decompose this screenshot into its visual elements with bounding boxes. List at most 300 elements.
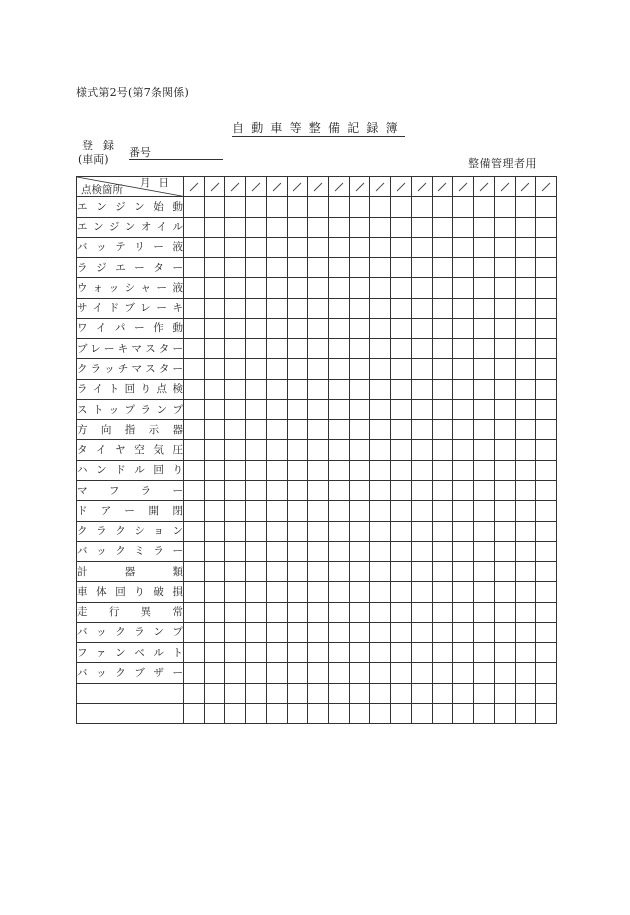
check-cell[interactable]	[453, 622, 474, 642]
check-cell[interactable]	[308, 663, 329, 683]
date-cell[interactable]	[204, 177, 225, 197]
check-cell[interactable]	[329, 420, 350, 440]
check-cell[interactable]	[349, 278, 370, 298]
check-cell[interactable]	[432, 278, 453, 298]
check-cell[interactable]	[184, 440, 205, 460]
check-cell[interactable]	[474, 298, 495, 318]
check-cell[interactable]	[349, 622, 370, 642]
check-cell[interactable]	[536, 197, 557, 217]
check-cell[interactable]	[453, 217, 474, 237]
check-cell[interactable]	[349, 298, 370, 318]
check-cell[interactable]	[370, 521, 391, 541]
check-cell[interactable]	[474, 359, 495, 379]
check-cell[interactable]	[453, 359, 474, 379]
check-cell[interactable]	[432, 643, 453, 663]
check-cell[interactable]	[494, 541, 515, 561]
check-cell[interactable]	[246, 440, 267, 460]
check-cell[interactable]	[246, 582, 267, 602]
check-cell[interactable]	[391, 622, 412, 642]
check-cell[interactable]	[225, 399, 246, 419]
check-cell[interactable]	[474, 379, 495, 399]
check-cell[interactable]	[536, 258, 557, 278]
check-cell[interactable]	[329, 237, 350, 257]
check-cell[interactable]	[329, 359, 350, 379]
check-cell[interactable]	[474, 460, 495, 480]
check-cell[interactable]	[494, 258, 515, 278]
check-cell[interactable]	[370, 602, 391, 622]
check-cell[interactable]	[225, 643, 246, 663]
check-cell[interactable]	[391, 278, 412, 298]
check-cell[interactable]	[287, 501, 308, 521]
check-cell[interactable]	[287, 399, 308, 419]
check-cell[interactable]	[225, 501, 246, 521]
check-cell[interactable]	[287, 420, 308, 440]
check-cell[interactable]	[391, 480, 412, 500]
check-cell[interactable]	[370, 420, 391, 440]
check-cell[interactable]	[453, 501, 474, 521]
check-cell[interactable]	[536, 440, 557, 460]
check-cell[interactable]	[266, 237, 287, 257]
check-cell[interactable]	[536, 582, 557, 602]
check-cell[interactable]	[349, 501, 370, 521]
check-cell[interactable]	[370, 562, 391, 582]
check-cell[interactable]	[453, 197, 474, 217]
check-cell[interactable]	[391, 318, 412, 338]
check-cell[interactable]	[184, 298, 205, 318]
check-cell[interactable]	[225, 703, 246, 723]
check-cell[interactable]	[474, 278, 495, 298]
check-cell[interactable]	[204, 663, 225, 683]
check-cell[interactable]	[411, 399, 432, 419]
check-cell[interactable]	[287, 217, 308, 237]
check-cell[interactable]	[204, 643, 225, 663]
check-cell[interactable]	[411, 237, 432, 257]
check-cell[interactable]	[536, 562, 557, 582]
check-cell[interactable]	[246, 480, 267, 500]
check-cell[interactable]	[432, 258, 453, 278]
check-cell[interactable]	[453, 643, 474, 663]
check-cell[interactable]	[536, 420, 557, 440]
check-cell[interactable]	[411, 339, 432, 359]
check-cell[interactable]	[184, 460, 205, 480]
check-cell[interactable]	[184, 359, 205, 379]
check-cell[interactable]	[246, 197, 267, 217]
check-cell[interactable]	[246, 298, 267, 318]
check-cell[interactable]	[329, 643, 350, 663]
check-cell[interactable]	[391, 703, 412, 723]
check-cell[interactable]	[453, 460, 474, 480]
check-cell[interactable]	[225, 298, 246, 318]
check-cell[interactable]	[246, 501, 267, 521]
date-cell[interactable]	[474, 177, 495, 197]
check-cell[interactable]	[432, 440, 453, 460]
check-cell[interactable]	[225, 663, 246, 683]
check-cell[interactable]	[287, 359, 308, 379]
check-cell[interactable]	[266, 602, 287, 622]
check-cell[interactable]	[391, 460, 412, 480]
check-cell[interactable]	[308, 379, 329, 399]
date-cell[interactable]	[370, 177, 391, 197]
check-cell[interactable]	[287, 197, 308, 217]
check-cell[interactable]	[494, 339, 515, 359]
check-cell[interactable]	[266, 622, 287, 642]
check-cell[interactable]	[515, 541, 536, 561]
check-cell[interactable]	[391, 359, 412, 379]
check-cell[interactable]	[494, 440, 515, 460]
check-cell[interactable]	[184, 703, 205, 723]
check-cell[interactable]	[494, 663, 515, 683]
check-cell[interactable]	[453, 399, 474, 419]
check-cell[interactable]	[370, 399, 391, 419]
check-cell[interactable]	[308, 197, 329, 217]
check-cell[interactable]	[411, 622, 432, 642]
check-cell[interactable]	[246, 562, 267, 582]
check-cell[interactable]	[453, 541, 474, 561]
check-cell[interactable]	[536, 521, 557, 541]
check-cell[interactable]	[494, 379, 515, 399]
check-cell[interactable]	[474, 562, 495, 582]
check-cell[interactable]	[184, 217, 205, 237]
check-cell[interactable]	[453, 339, 474, 359]
check-cell[interactable]	[474, 501, 495, 521]
check-cell[interactable]	[287, 318, 308, 338]
check-cell[interactable]	[536, 501, 557, 521]
date-cell[interactable]	[287, 177, 308, 197]
check-cell[interactable]	[536, 339, 557, 359]
check-cell[interactable]	[204, 501, 225, 521]
check-cell[interactable]	[349, 663, 370, 683]
check-cell[interactable]	[515, 703, 536, 723]
check-cell[interactable]	[266, 521, 287, 541]
check-cell[interactable]	[225, 602, 246, 622]
check-cell[interactable]	[204, 359, 225, 379]
check-cell[interactable]	[204, 278, 225, 298]
check-cell[interactable]	[308, 237, 329, 257]
check-cell[interactable]	[536, 602, 557, 622]
check-cell[interactable]	[411, 379, 432, 399]
check-cell[interactable]	[287, 258, 308, 278]
check-cell[interactable]	[432, 298, 453, 318]
date-cell[interactable]	[453, 177, 474, 197]
check-cell[interactable]	[225, 197, 246, 217]
check-cell[interactable]	[246, 318, 267, 338]
check-cell[interactable]	[474, 440, 495, 460]
check-cell[interactable]	[432, 541, 453, 561]
check-cell[interactable]	[370, 217, 391, 237]
check-cell[interactable]	[225, 541, 246, 561]
check-cell[interactable]	[494, 278, 515, 298]
check-cell[interactable]	[411, 643, 432, 663]
check-cell[interactable]	[432, 622, 453, 642]
check-cell[interactable]	[370, 480, 391, 500]
check-cell[interactable]	[184, 420, 205, 440]
check-cell[interactable]	[329, 501, 350, 521]
check-cell[interactable]	[391, 298, 412, 318]
check-cell[interactable]	[453, 521, 474, 541]
check-cell[interactable]	[329, 460, 350, 480]
check-cell[interactable]	[246, 602, 267, 622]
check-cell[interactable]	[453, 237, 474, 257]
check-cell[interactable]	[349, 237, 370, 257]
check-cell[interactable]	[432, 663, 453, 683]
check-cell[interactable]	[391, 237, 412, 257]
check-cell[interactable]	[515, 318, 536, 338]
check-cell[interactable]	[204, 562, 225, 582]
check-cell[interactable]	[432, 703, 453, 723]
check-cell[interactable]	[308, 359, 329, 379]
check-cell[interactable]	[494, 399, 515, 419]
check-cell[interactable]	[266, 562, 287, 582]
check-cell[interactable]	[184, 318, 205, 338]
check-cell[interactable]	[515, 643, 536, 663]
check-cell[interactable]	[536, 663, 557, 683]
check-cell[interactable]	[515, 622, 536, 642]
check-cell[interactable]	[204, 217, 225, 237]
check-cell[interactable]	[536, 460, 557, 480]
check-cell[interactable]	[453, 298, 474, 318]
check-cell[interactable]	[349, 197, 370, 217]
date-cell[interactable]	[246, 177, 267, 197]
check-cell[interactable]	[349, 399, 370, 419]
check-cell[interactable]	[266, 541, 287, 561]
check-cell[interactable]	[287, 683, 308, 703]
check-cell[interactable]	[432, 197, 453, 217]
check-cell[interactable]	[515, 197, 536, 217]
check-cell[interactable]	[184, 258, 205, 278]
check-cell[interactable]	[515, 582, 536, 602]
date-cell[interactable]	[391, 177, 412, 197]
check-cell[interactable]	[266, 683, 287, 703]
check-cell[interactable]	[536, 480, 557, 500]
check-cell[interactable]	[536, 217, 557, 237]
check-cell[interactable]	[266, 278, 287, 298]
check-cell[interactable]	[225, 237, 246, 257]
date-cell[interactable]	[411, 177, 432, 197]
check-cell[interactable]	[308, 501, 329, 521]
check-cell[interactable]	[308, 480, 329, 500]
check-cell[interactable]	[287, 622, 308, 642]
check-cell[interactable]	[204, 237, 225, 257]
check-cell[interactable]	[308, 420, 329, 440]
check-cell[interactable]	[453, 602, 474, 622]
check-cell[interactable]	[474, 643, 495, 663]
check-cell[interactable]	[411, 480, 432, 500]
check-cell[interactable]	[391, 217, 412, 237]
check-cell[interactable]	[494, 622, 515, 642]
check-cell[interactable]	[370, 683, 391, 703]
check-cell[interactable]	[246, 217, 267, 237]
check-cell[interactable]	[370, 541, 391, 561]
check-cell[interactable]	[474, 582, 495, 602]
registration-number-field[interactable]	[129, 146, 223, 160]
check-cell[interactable]	[370, 643, 391, 663]
check-cell[interactable]	[474, 399, 495, 419]
check-cell[interactable]	[225, 420, 246, 440]
check-cell[interactable]	[225, 217, 246, 237]
check-cell[interactable]	[329, 217, 350, 237]
check-cell[interactable]	[246, 258, 267, 278]
check-cell[interactable]	[204, 683, 225, 703]
check-cell[interactable]	[184, 643, 205, 663]
check-cell[interactable]	[453, 379, 474, 399]
check-cell[interactable]	[329, 440, 350, 460]
check-cell[interactable]	[204, 318, 225, 338]
check-cell[interactable]	[515, 420, 536, 440]
check-cell[interactable]	[432, 399, 453, 419]
check-cell[interactable]	[225, 318, 246, 338]
check-cell[interactable]	[494, 420, 515, 440]
check-cell[interactable]	[453, 420, 474, 440]
check-cell[interactable]	[411, 582, 432, 602]
check-cell[interactable]	[287, 379, 308, 399]
check-cell[interactable]	[204, 541, 225, 561]
check-cell[interactable]	[370, 339, 391, 359]
check-cell[interactable]	[453, 278, 474, 298]
check-cell[interactable]	[349, 359, 370, 379]
check-cell[interactable]	[494, 521, 515, 541]
check-cell[interactable]	[515, 339, 536, 359]
check-cell[interactable]	[370, 379, 391, 399]
check-cell[interactable]	[349, 562, 370, 582]
check-cell[interactable]	[515, 480, 536, 500]
check-cell[interactable]	[225, 582, 246, 602]
check-cell[interactable]	[494, 602, 515, 622]
check-cell[interactable]	[474, 258, 495, 278]
check-cell[interactable]	[204, 339, 225, 359]
check-cell[interactable]	[453, 440, 474, 460]
date-cell[interactable]	[266, 177, 287, 197]
check-cell[interactable]	[308, 622, 329, 642]
check-cell[interactable]	[329, 582, 350, 602]
check-cell[interactable]	[453, 258, 474, 278]
check-cell[interactable]	[474, 217, 495, 237]
check-cell[interactable]	[432, 480, 453, 500]
check-cell[interactable]	[349, 420, 370, 440]
check-cell[interactable]	[515, 460, 536, 480]
date-cell[interactable]	[494, 177, 515, 197]
check-cell[interactable]	[411, 420, 432, 440]
check-cell[interactable]	[329, 318, 350, 338]
check-cell[interactable]	[246, 541, 267, 561]
check-cell[interactable]	[411, 521, 432, 541]
check-cell[interactable]	[287, 460, 308, 480]
check-cell[interactable]	[287, 480, 308, 500]
check-cell[interactable]	[536, 622, 557, 642]
check-cell[interactable]	[349, 602, 370, 622]
check-cell[interactable]	[246, 460, 267, 480]
check-cell[interactable]	[287, 541, 308, 561]
check-cell[interactable]	[349, 703, 370, 723]
check-cell[interactable]	[349, 683, 370, 703]
check-cell[interactable]	[308, 278, 329, 298]
check-cell[interactable]	[204, 480, 225, 500]
check-cell[interactable]	[308, 521, 329, 541]
check-cell[interactable]	[432, 237, 453, 257]
check-cell[interactable]	[287, 237, 308, 257]
check-cell[interactable]	[308, 460, 329, 480]
check-cell[interactable]	[204, 703, 225, 723]
check-cell[interactable]	[391, 521, 412, 541]
check-cell[interactable]	[329, 278, 350, 298]
check-cell[interactable]	[204, 622, 225, 642]
check-cell[interactable]	[329, 622, 350, 642]
check-cell[interactable]	[391, 541, 412, 561]
check-cell[interactable]	[474, 420, 495, 440]
check-cell[interactable]	[204, 420, 225, 440]
check-cell[interactable]	[391, 562, 412, 582]
check-cell[interactable]	[536, 278, 557, 298]
check-cell[interactable]	[411, 501, 432, 521]
check-cell[interactable]	[453, 480, 474, 500]
check-cell[interactable]	[494, 217, 515, 237]
check-cell[interactable]	[370, 622, 391, 642]
check-cell[interactable]	[308, 683, 329, 703]
check-cell[interactable]	[308, 217, 329, 237]
check-cell[interactable]	[494, 460, 515, 480]
check-cell[interactable]	[391, 582, 412, 602]
check-cell[interactable]	[411, 258, 432, 278]
check-cell[interactable]	[515, 683, 536, 703]
check-cell[interactable]	[432, 339, 453, 359]
check-cell[interactable]	[184, 501, 205, 521]
check-cell[interactable]	[266, 197, 287, 217]
check-cell[interactable]	[536, 318, 557, 338]
date-cell[interactable]	[349, 177, 370, 197]
check-cell[interactable]	[494, 318, 515, 338]
check-cell[interactable]	[515, 359, 536, 379]
check-cell[interactable]	[515, 399, 536, 419]
check-cell[interactable]	[204, 460, 225, 480]
check-cell[interactable]	[411, 562, 432, 582]
check-cell[interactable]	[184, 278, 205, 298]
check-cell[interactable]	[494, 480, 515, 500]
check-cell[interactable]	[411, 278, 432, 298]
check-cell[interactable]	[184, 399, 205, 419]
check-cell[interactable]	[536, 541, 557, 561]
check-cell[interactable]	[225, 359, 246, 379]
check-cell[interactable]	[536, 703, 557, 723]
check-cell[interactable]	[391, 339, 412, 359]
check-cell[interactable]	[329, 562, 350, 582]
check-cell[interactable]	[329, 197, 350, 217]
check-cell[interactable]	[391, 420, 412, 440]
check-cell[interactable]	[391, 663, 412, 683]
check-cell[interactable]	[370, 298, 391, 318]
check-cell[interactable]	[515, 602, 536, 622]
check-cell[interactable]	[370, 258, 391, 278]
check-cell[interactable]	[411, 703, 432, 723]
check-cell[interactable]	[474, 683, 495, 703]
check-cell[interactable]	[184, 663, 205, 683]
check-cell[interactable]	[349, 318, 370, 338]
check-cell[interactable]	[494, 582, 515, 602]
check-cell[interactable]	[184, 480, 205, 500]
check-cell[interactable]	[432, 420, 453, 440]
check-cell[interactable]	[225, 379, 246, 399]
check-cell[interactable]	[494, 359, 515, 379]
check-cell[interactable]	[246, 663, 267, 683]
check-cell[interactable]	[536, 359, 557, 379]
check-cell[interactable]	[349, 258, 370, 278]
check-cell[interactable]	[474, 663, 495, 683]
check-cell[interactable]	[266, 217, 287, 237]
check-cell[interactable]	[266, 359, 287, 379]
check-cell[interactable]	[287, 643, 308, 663]
check-cell[interactable]	[474, 521, 495, 541]
check-cell[interactable]	[266, 501, 287, 521]
check-cell[interactable]	[432, 582, 453, 602]
check-cell[interactable]	[432, 460, 453, 480]
